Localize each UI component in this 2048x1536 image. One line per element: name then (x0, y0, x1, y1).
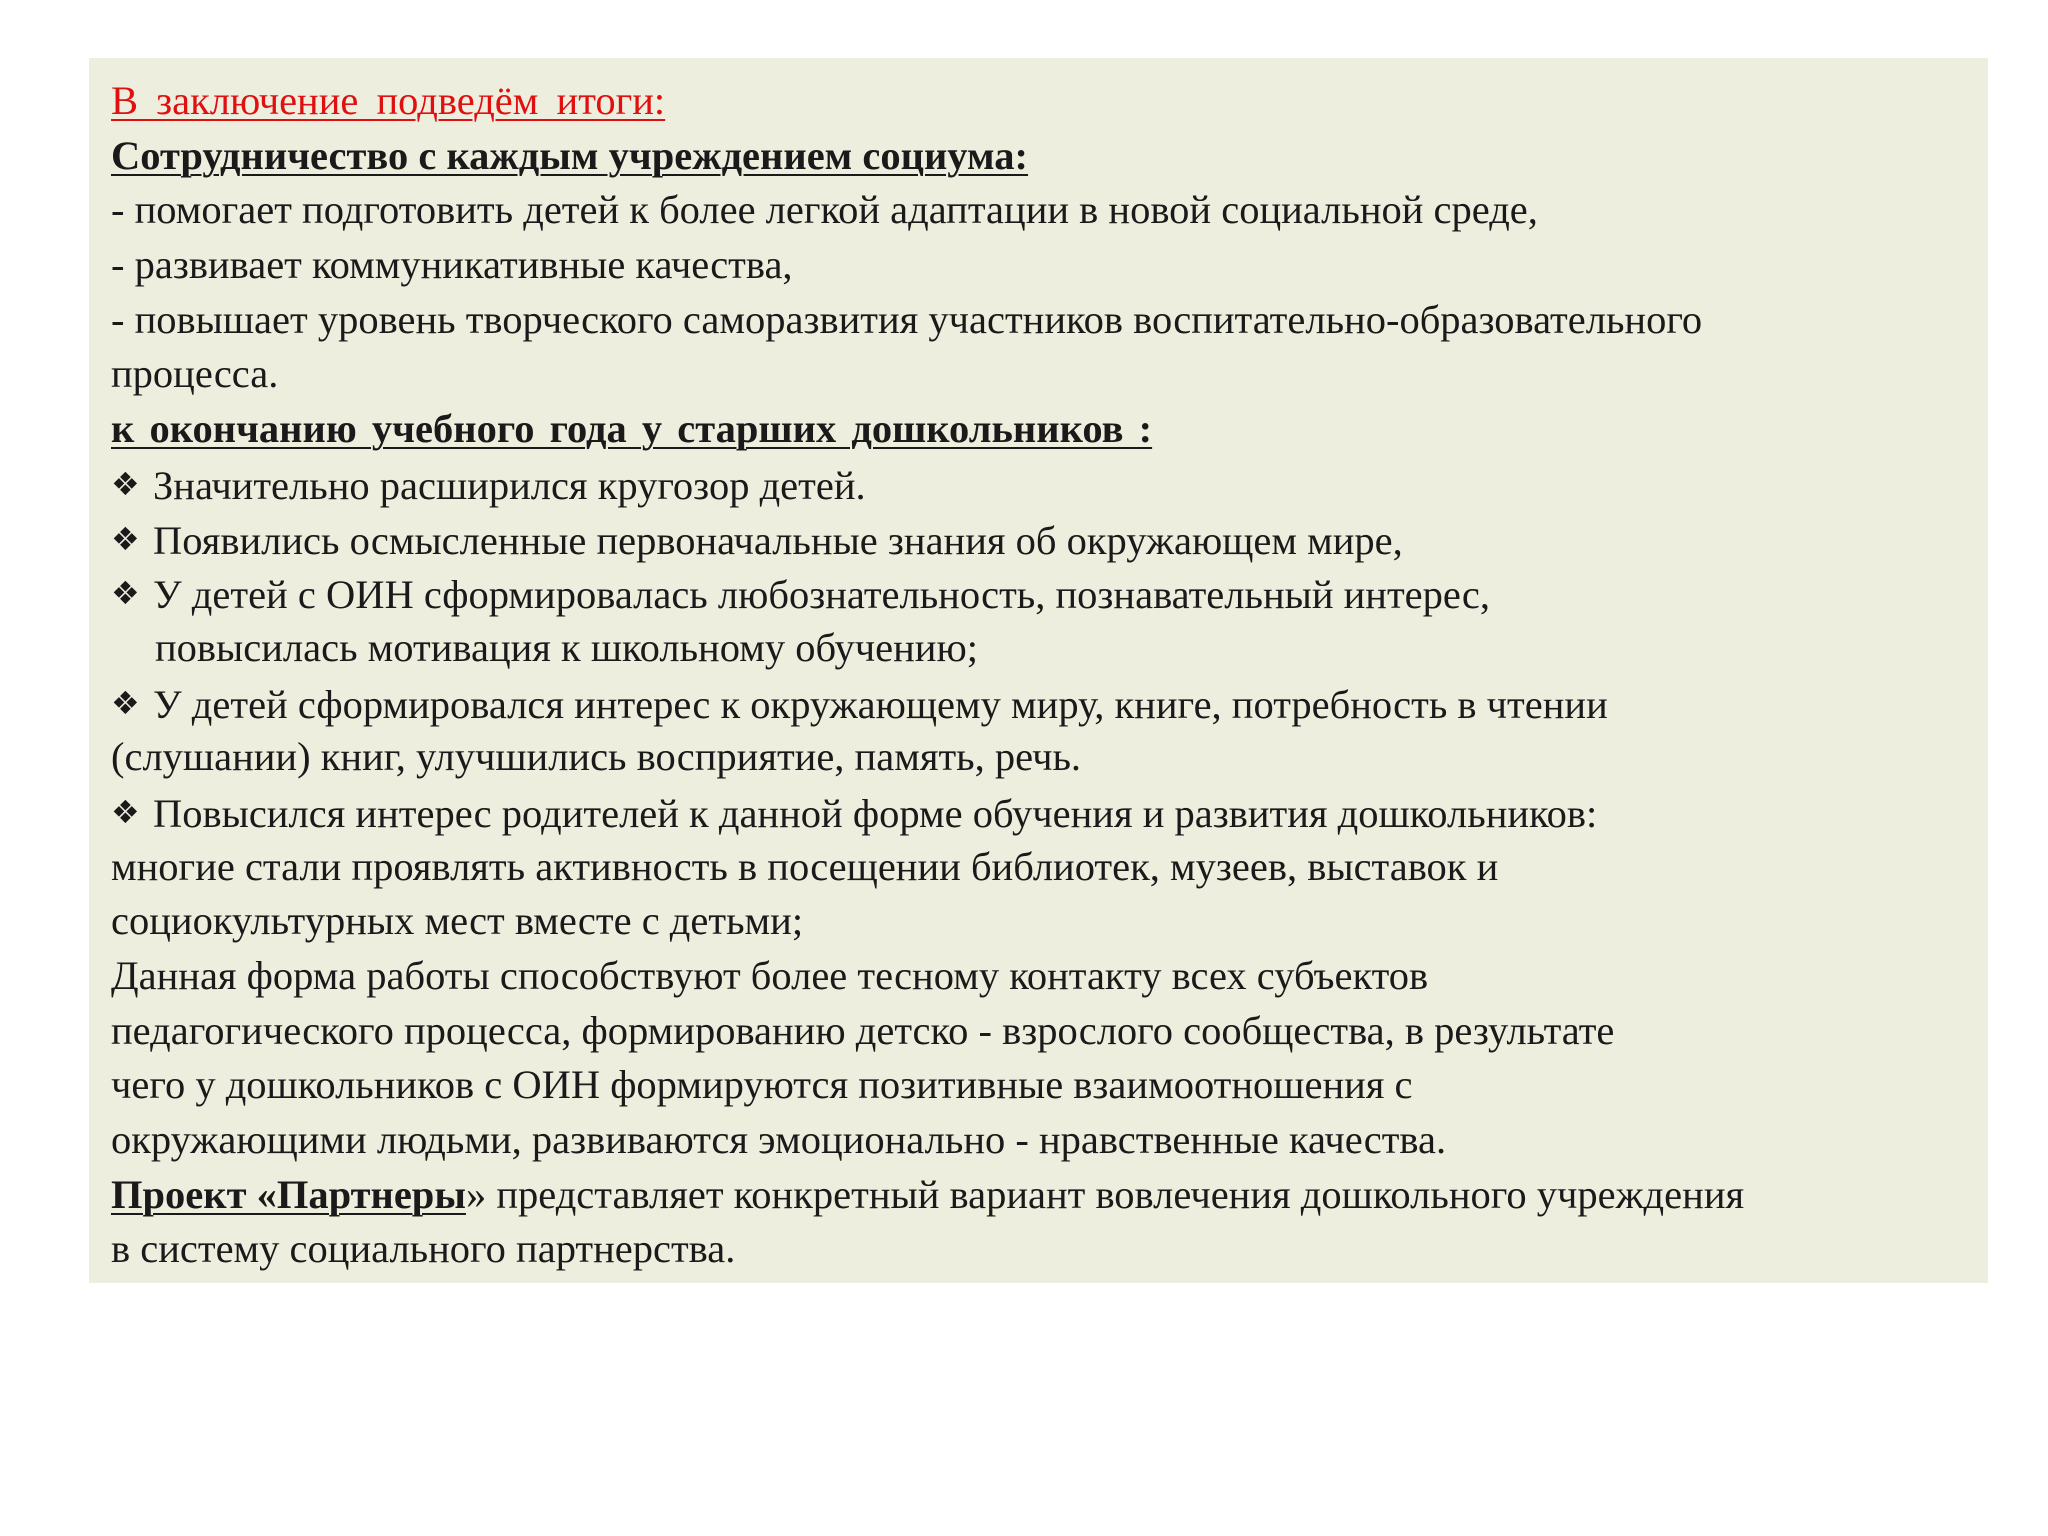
cooperation-point: процесса. (111, 351, 279, 397)
result-text: Повысился интерес родителей к данной форме обучения и развития дошкольников: (153, 790, 1598, 836)
project-line (111, 1168, 1966, 1223)
conclusion-heading-line (111, 74, 1966, 129)
result-continuation: (слушании) книг, улучшились восприятие, память, речь. (111, 734, 1082, 780)
slide-content-box (89, 58, 1988, 1283)
results-heading-line (111, 402, 1966, 457)
result-item (111, 785, 1966, 840)
result-item (111, 566, 1966, 621)
cooperation-point: - развивает коммуникативные качества, (111, 242, 793, 288)
result-text: Появились осмысленные первоначальные знания об окружающем мире, (153, 517, 1403, 563)
result-item (111, 457, 1966, 512)
project-description: » представляет конкретный вариант вовлечения дошкольного учреждения (465, 1171, 1745, 1217)
conclusion-line: чего у дошкольников с ОИН формируются позитивные взаимоотношения с (111, 1062, 1413, 1108)
bullet-diamond-icon: ❖ (111, 519, 140, 558)
slide-text (111, 74, 1966, 1277)
cooperation-heading-line (111, 129, 1966, 184)
bullet-diamond-icon: ❖ (111, 464, 140, 503)
cooperation-point: - помогает подготовить детей к более легкой адаптации в новой социальной среде, (111, 187, 1538, 233)
project-last-line: в систему социального партнерства. (111, 1226, 736, 1272)
cooperation-heading: Сотрудничество с каждым учреждением социума: (111, 132, 1029, 178)
bullet-diamond-icon: ❖ (111, 792, 140, 831)
result-text: У детей с ОИН сформировалась любознательность, познавательный интерес, (153, 572, 1490, 618)
results-heading: к окончанию учебного года у старших дошкольников : (111, 406, 1153, 452)
result-continuation: повысилась мотивация к школьному обучению; (155, 624, 978, 670)
result-continuation: социокультурных мест вместе с детьми; (111, 898, 804, 944)
result-item (111, 676, 1966, 731)
result-item (111, 512, 1966, 567)
bullet-diamond-icon: ❖ (111, 683, 140, 722)
result-text: Значительно расширился кругозор детей. (153, 462, 866, 508)
result-continuation: многие стали проявлять активность в посещении библиотек, музеев, выставок и (111, 843, 1499, 889)
conclusion-line: Данная форма работы способствуют более тесному контакту всех субъектов (111, 953, 1429, 998)
project-name: Проект «Партнеры (111, 1171, 466, 1217)
bullet-diamond-icon: ❖ (111, 574, 140, 613)
conclusion-heading: В заключение подведём итоги: (111, 78, 666, 123)
result-text: У детей сформировался интерес к окружающему миру, книге, потребность в чтении (153, 681, 1608, 727)
cooperation-point: - повышает уровень творческого саморазвития участников воспитательно-образовательного (111, 296, 1703, 342)
conclusion-line: педагогического процесса, формированию детско - взрослого сообщества, в результате (111, 1007, 1615, 1053)
conclusion-line: окружающими людьми, развиваются эмоционально - нравственные качества. (111, 1117, 1447, 1163)
